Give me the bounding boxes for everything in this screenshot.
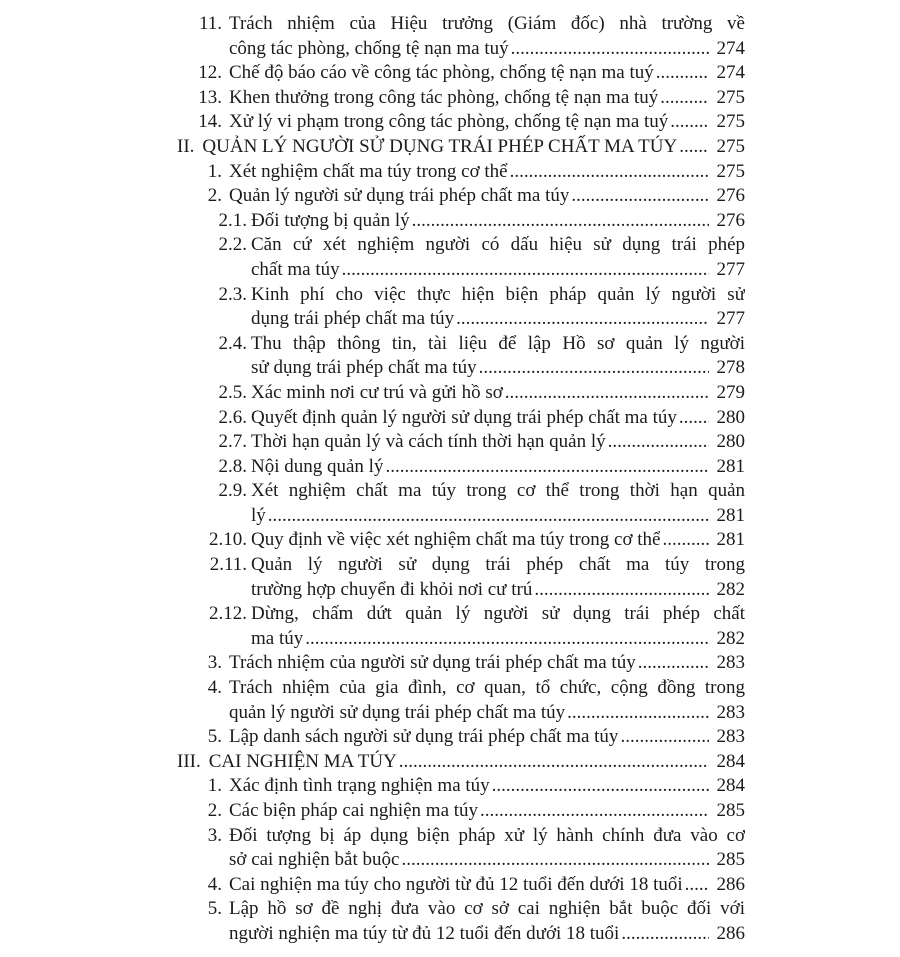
entry-text: CAI NGHIỆN MA TÚY: [208, 750, 397, 772]
toc-line: [177, 12, 745, 37]
toc-line: [177, 701, 745, 726]
dot-leader: [636, 651, 709, 676]
entry-number: 2.11.: [209, 554, 247, 576]
entry-number: II.: [177, 135, 195, 157]
dot-leader: [490, 774, 709, 799]
toc-entry: [177, 406, 745, 431]
entry-number: 2.7.: [218, 431, 247, 453]
entry-number: 13.: [198, 86, 222, 108]
entry-number: 1.: [207, 775, 222, 797]
entry-text: Quy định về việc xét nghiệm chất ma túy trong cơ thể: [251, 529, 661, 551]
entry-text: Căn cứ xét nghiệm người có dấu hiệu sử dụng trái phép: [251, 234, 745, 256]
toc-line: [177, 627, 745, 652]
toc-line: [177, 184, 745, 209]
toc-list: [177, 12, 745, 947]
page-number: 275: [716, 86, 745, 108]
entry-number: 2.: [207, 185, 222, 207]
entry-text: Xác định tình trạng nghiện ma túy: [229, 775, 490, 797]
toc-entry: [177, 283, 745, 332]
toc-line: [177, 873, 745, 898]
entry-text: Quyết định quản lý người sử dụng trái phép chất ma túy: [251, 406, 677, 428]
toc-line: [177, 283, 745, 308]
toc-line: [177, 725, 745, 750]
toc-entry: [177, 553, 745, 602]
entry-text: Trách nhiệm của gia đình, cơ quan, tổ chức, cộng đồng trong: [229, 677, 745, 699]
toc-line: [177, 356, 745, 381]
dot-leader: [509, 37, 709, 62]
entry-number: 3.: [207, 824, 222, 846]
entry-text: Các biện pháp cai nghiện ma túy: [229, 800, 479, 821]
entry-text: chất ma túy: [251, 258, 340, 280]
dot-leader: [683, 873, 709, 898]
toc-entry: [177, 430, 745, 455]
toc-entry: [177, 479, 745, 528]
entry-text: Đối tượng bị quản lý: [251, 209, 410, 231]
dot-leader: [266, 504, 709, 529]
toc-entry: [177, 184, 745, 209]
dot-leader: [454, 307, 709, 332]
entry-number: 2.3.: [218, 283, 247, 305]
toc-line: [177, 897, 745, 922]
toc-entry: [177, 676, 745, 725]
toc-line: [177, 824, 745, 849]
page-number: 281: [716, 529, 745, 551]
page-number: 278: [716, 357, 745, 379]
dot-leader: [658, 86, 709, 111]
toc-line: [177, 307, 745, 332]
entry-number: 14.: [198, 111, 222, 133]
dot-leader: [565, 701, 709, 726]
entry-text: Chế độ báo cáo về công tác phòng, chống tệ nạn ma tuý: [229, 62, 654, 84]
entry-number: 2.10.: [209, 529, 247, 551]
entry-number: 2.8.: [218, 455, 247, 477]
toc-line: [177, 651, 745, 676]
toc-line: [177, 553, 745, 578]
entry-text: người nghiện ma túy từ đủ 12 tuổi đến dưới 18 tuổi: [229, 922, 620, 944]
entry-text: Trách nhiệm của người sử dụng trái phép chất ma túy: [229, 652, 636, 674]
page-number: 283: [716, 726, 745, 748]
entry-number: 4.: [207, 677, 222, 699]
toc-line: [177, 332, 745, 357]
toc-entry: [177, 135, 745, 160]
toc-line: [177, 160, 745, 185]
toc-line: [177, 528, 745, 553]
entry-text: Thu thập thông tin, tài liệu để lập Hồ sơ quản lý người: [251, 332, 745, 354]
entry-text: Xử lý vi phạm trong công tác phòng, chống tệ nạn ma tuý: [229, 111, 669, 133]
toc-entry: [177, 86, 745, 111]
entry-number: 4.: [207, 873, 222, 895]
page-number: 280: [716, 406, 745, 428]
page-number: 283: [716, 652, 745, 674]
entry-text: lý: [251, 504, 266, 526]
entry-number: 2.2.: [218, 234, 247, 256]
toc-line: [177, 750, 745, 775]
entry-text: Dừng, chấm dứt quản lý người sử dụng trái phép chất: [251, 603, 745, 625]
toc-line: [177, 233, 745, 258]
entry-text: Xét nghiệm chất ma túy trong cơ thể: [229, 160, 508, 182]
dot-leader: [303, 627, 709, 652]
toc-entry: [177, 160, 745, 185]
entry-number: 2.9.: [218, 480, 247, 502]
page-number: 274: [716, 62, 745, 84]
entry-number: 2.: [207, 800, 222, 821]
page-number: 275: [716, 111, 745, 133]
entry-text: Khen thưởng trong công tác phòng, chống tệ nạn ma tuý: [229, 86, 659, 108]
dot-leader: [677, 406, 709, 431]
page-number: 279: [716, 381, 745, 403]
toc-line: [177, 61, 745, 86]
dot-leader: [654, 61, 709, 86]
toc-line: [177, 774, 745, 799]
page-number: 286: [716, 922, 745, 944]
entry-text: sở cai nghiện bắt buộc: [229, 849, 400, 871]
dot-leader: [478, 799, 709, 824]
entry-text: công tác phòng, chống tệ nạn ma tuý: [229, 37, 509, 59]
entry-text: Xét nghiệm chất ma túy trong cơ thể trong thời hạn quản: [251, 480, 745, 502]
entry-text: dụng trái phép chất ma túy: [251, 308, 455, 330]
page-number: 276: [716, 209, 745, 231]
page-number: 285: [716, 849, 745, 871]
toc-line: [177, 381, 745, 406]
toc-entry: [177, 725, 745, 750]
toc-line: [177, 602, 745, 627]
page-number: 284: [716, 750, 745, 772]
page-number: 283: [716, 701, 745, 723]
toc-entry: [177, 873, 745, 898]
toc-entry: [177, 381, 745, 406]
page-number: 284: [716, 775, 745, 797]
entry-text: Thời hạn quản lý và cách tính thời hạn quản lý: [251, 431, 606, 453]
entry-text: Xác minh nơi cư trú và gửi hồ sơ: [251, 381, 503, 403]
toc-entry: [177, 12, 745, 61]
dot-leader: [619, 922, 709, 947]
entry-number: 11.: [198, 13, 222, 34]
toc-entry: [177, 110, 745, 135]
entry-text: Lập hồ sơ đề nghị đưa vào cơ sở cai nghiện bắt buộc đối với: [229, 898, 745, 920]
toc-line: [177, 37, 745, 62]
page-number: 285: [716, 800, 745, 821]
toc-line: [177, 504, 745, 529]
dot-leader: [532, 578, 709, 603]
page-number: 286: [716, 873, 745, 895]
entry-text: ma túy: [251, 627, 304, 649]
dot-leader: [508, 160, 709, 185]
toc-entry: [177, 233, 745, 282]
toc-entry: [177, 774, 745, 799]
toc-line: [177, 676, 745, 701]
entry-number: III.: [177, 750, 201, 772]
entry-text: Quản lý người sử dụng trái phép chất ma túy: [229, 185, 570, 207]
page-number: 281: [716, 455, 745, 477]
dot-leader: [618, 725, 709, 750]
entry-text: Nội dung quản lý: [251, 455, 384, 477]
entry-number: 2.6.: [218, 406, 247, 428]
entry-text: Lập danh sách người sử dụng trái phép chất ma túy: [229, 726, 619, 748]
entry-text: quản lý người sử dụng trái phép chất ma túy: [229, 701, 566, 723]
toc-entry: [177, 897, 745, 946]
page-number: 277: [716, 308, 745, 330]
toc-line: [177, 430, 745, 455]
toc-line: [177, 135, 745, 160]
dot-leader: [383, 455, 709, 480]
entry-number: 2.12.: [209, 603, 247, 625]
toc-line: [177, 578, 745, 603]
toc-line: [177, 922, 745, 947]
toc-line: [177, 848, 745, 873]
toc-entry: [177, 824, 745, 873]
toc-entry: [177, 750, 745, 775]
page-number: 275: [716, 160, 745, 182]
entry-text: Cai nghiện ma túy cho người từ đủ 12 tuổi đến dưới 18 tuổi: [229, 873, 683, 895]
toc-entry: [177, 209, 745, 234]
entry-number: 1.: [207, 160, 222, 182]
entry-number: 2.1.: [218, 209, 247, 231]
entry-text: Kinh phí cho việc thực hiện biện pháp quản lý người sử: [251, 283, 745, 305]
dot-leader: [668, 110, 709, 135]
toc-entry: [177, 528, 745, 553]
page-number: 277: [716, 258, 745, 280]
page-number: 282: [716, 578, 745, 600]
entry-number: 2.4.: [218, 332, 247, 354]
dot-leader: [410, 209, 709, 234]
page-number: 280: [716, 431, 745, 453]
toc-line: [177, 406, 745, 431]
page-number: 281: [716, 504, 745, 526]
entry-text: Quản lý người sử dụng trái phép chất ma túy trong: [251, 554, 745, 576]
toc-line: [177, 110, 745, 135]
dot-leader: [660, 528, 709, 553]
toc-entry: [177, 332, 745, 381]
toc-line: [177, 86, 745, 111]
toc-line: [177, 455, 745, 480]
entry-text: QUẢN LÝ NGƯỜI SỬ DỤNG TRÁI PHÉP CHẤT MA TÚY: [202, 135, 678, 157]
entry-number: 3.: [207, 652, 222, 674]
toc-line: [177, 258, 745, 283]
entry-number: 5.: [207, 898, 222, 920]
toc-entry: [177, 602, 745, 651]
entry-text: Trách nhiệm của Hiệu trưởng (Giám đốc) nhà trường về: [229, 13, 745, 34]
toc-entry: [177, 799, 745, 824]
entry-text: Đối tượng bị áp dụng biện pháp xử lý hành chính đưa vào cơ: [229, 824, 745, 846]
toc-line: [177, 799, 745, 824]
entry-number: 12.: [198, 62, 222, 84]
dot-leader: [340, 258, 709, 283]
dot-leader: [397, 750, 709, 775]
dot-leader: [477, 356, 709, 381]
dot-leader: [606, 430, 709, 455]
page-number: 274: [716, 37, 745, 59]
dot-leader: [503, 381, 709, 406]
dot-leader: [677, 135, 709, 160]
page-number: 276: [716, 185, 745, 207]
toc-line: [177, 479, 745, 504]
entry-number: 2.5.: [218, 381, 247, 403]
entry-text: sử dụng trái phép chất ma túy: [251, 357, 477, 379]
entry-number: 5.: [207, 726, 222, 748]
toc-line: [177, 209, 745, 234]
page-number: 282: [716, 627, 745, 649]
toc-entry: [177, 455, 745, 480]
dot-leader: [399, 848, 709, 873]
toc-entry: [177, 651, 745, 676]
page-number: 275: [716, 135, 745, 157]
toc-entry: [177, 61, 745, 86]
entry-text: trường hợp chuyển đi khỏi nơi cư trú: [251, 578, 533, 600]
dot-leader: [569, 184, 709, 209]
